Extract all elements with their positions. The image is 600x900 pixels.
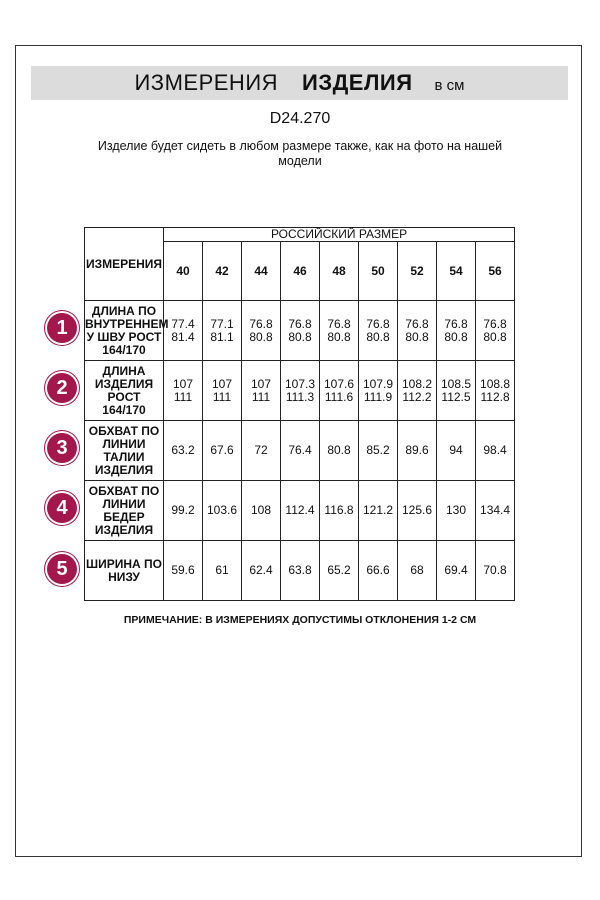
size-48: 48 bbox=[320, 242, 359, 301]
value-cell bbox=[203, 361, 242, 421]
value: 108.5 bbox=[440, 376, 472, 391]
value-cell bbox=[476, 421, 515, 481]
value: 111 bbox=[173, 389, 193, 404]
value-cell bbox=[164, 361, 203, 421]
value: 68 bbox=[410, 563, 424, 577]
row-number-badge: 4 bbox=[47, 493, 77, 523]
value-cell bbox=[242, 481, 281, 541]
value: 76.8 bbox=[444, 316, 468, 331]
value-cell bbox=[320, 541, 359, 601]
value-cell bbox=[320, 361, 359, 421]
value: 134.4 bbox=[480, 503, 511, 517]
value: 112.8 bbox=[480, 389, 510, 404]
value: 89.6 bbox=[405, 443, 429, 457]
value-cell bbox=[203, 541, 242, 601]
value-cell bbox=[242, 541, 281, 601]
value-cell bbox=[164, 481, 203, 541]
value: 107.3 bbox=[284, 376, 316, 391]
value-cell bbox=[242, 421, 281, 481]
value: 80.8 bbox=[249, 329, 273, 344]
value: 72 bbox=[254, 443, 268, 457]
value-cell bbox=[242, 301, 281, 361]
value-cell bbox=[203, 421, 242, 481]
size-50: 50 bbox=[359, 242, 398, 301]
row-number-badge: 1 bbox=[47, 313, 77, 343]
value-cell bbox=[437, 481, 476, 541]
value-cell bbox=[359, 541, 398, 601]
row-number-badge: 5 bbox=[47, 554, 77, 584]
value: 111.9 bbox=[363, 389, 393, 404]
value: 61 bbox=[215, 563, 229, 577]
value-cell bbox=[281, 541, 320, 601]
measurements-header: ИЗМЕРЕНИЯ bbox=[85, 228, 164, 301]
value: 69.4 bbox=[444, 563, 468, 577]
value: 76.8 bbox=[288, 316, 312, 331]
value: 98.4 bbox=[483, 443, 507, 457]
value: 81.4 bbox=[171, 329, 195, 344]
value: 107.9 bbox=[362, 376, 394, 391]
value-cell bbox=[281, 481, 320, 541]
table-row bbox=[85, 301, 515, 361]
value: 70.8 bbox=[483, 563, 507, 577]
size-46: 46 bbox=[281, 242, 320, 301]
value-cell bbox=[437, 361, 476, 421]
size-44: 44 bbox=[242, 242, 281, 301]
value: 111.3 bbox=[285, 389, 315, 404]
value: 66.6 bbox=[366, 563, 390, 577]
title-part1: ИЗМЕРЕНИЯ bbox=[134, 70, 279, 95]
title-unit: в см bbox=[434, 77, 465, 94]
row-number-badge: 3 bbox=[47, 433, 77, 463]
value: 63.2 bbox=[171, 443, 195, 457]
value: 76.4 bbox=[288, 443, 312, 457]
value: 107 bbox=[211, 376, 233, 391]
value-cell bbox=[398, 481, 437, 541]
value-cell bbox=[164, 301, 203, 361]
value: 76.8 bbox=[249, 316, 273, 331]
table-row bbox=[85, 361, 515, 421]
size-56: 56 bbox=[476, 242, 515, 301]
size-table bbox=[84, 227, 515, 601]
row-number-badge: 2 bbox=[47, 373, 77, 403]
value-cell bbox=[437, 421, 476, 481]
value: 59.6 bbox=[171, 563, 195, 577]
value: 112.5 bbox=[441, 389, 471, 404]
value-cell bbox=[437, 301, 476, 361]
value: 77.4 bbox=[171, 316, 195, 331]
value-cell bbox=[398, 421, 437, 481]
value: 125.6 bbox=[401, 503, 433, 517]
value-cell bbox=[320, 301, 359, 361]
row-label: ДЛИНА ПО ВНУТРЕННЕМ У ШВУ РОСТ 164/170 bbox=[85, 301, 164, 361]
value: 103.6 bbox=[206, 503, 238, 517]
value: 80.8 bbox=[327, 329, 351, 344]
value-cell bbox=[281, 421, 320, 481]
value: 107 bbox=[250, 376, 272, 391]
size-52: 52 bbox=[398, 242, 437, 301]
row-label: ОБХВАТ ПО ЛИНИИ БЕДЕР ИЗДЕЛИЯ bbox=[85, 481, 164, 541]
value: 80.8 bbox=[288, 329, 312, 344]
value: 76.8 bbox=[483, 316, 507, 331]
value: 65.2 bbox=[327, 563, 351, 577]
value-cell bbox=[359, 361, 398, 421]
value-cell bbox=[164, 541, 203, 601]
value: 116.8 bbox=[324, 503, 354, 517]
size-54: 54 bbox=[437, 242, 476, 301]
value: 130 bbox=[445, 503, 467, 517]
value: 94 bbox=[449, 443, 463, 457]
value: 76.8 bbox=[327, 316, 351, 331]
value-cell bbox=[359, 301, 398, 361]
value-cell bbox=[476, 541, 515, 601]
value: 80.8 bbox=[405, 329, 429, 344]
value: 107 bbox=[172, 376, 194, 391]
value-cell bbox=[281, 361, 320, 421]
value: 111.6 bbox=[324, 389, 354, 404]
value-cell bbox=[242, 361, 281, 421]
value: 111 bbox=[212, 389, 232, 404]
value-cell bbox=[359, 421, 398, 481]
value-cell bbox=[476, 361, 515, 421]
value-cell bbox=[281, 301, 320, 361]
value-cell bbox=[203, 301, 242, 361]
table-row bbox=[85, 541, 515, 601]
title-part2: ИЗДЕЛИЯ bbox=[302, 70, 413, 95]
value: 81.1 bbox=[210, 329, 234, 344]
value: 108.8 bbox=[480, 376, 511, 391]
value: 99.2 bbox=[171, 503, 195, 517]
value: 62.4 bbox=[249, 563, 273, 577]
value: 76.8 bbox=[366, 316, 390, 331]
value: 108 bbox=[250, 503, 272, 517]
value-cell bbox=[320, 481, 359, 541]
size-42: 42 bbox=[203, 242, 242, 301]
value: 67.6 bbox=[210, 443, 234, 457]
value: 76.8 bbox=[405, 316, 429, 331]
value-cell bbox=[476, 301, 515, 361]
value-cell bbox=[398, 301, 437, 361]
value: 80.8 bbox=[444, 329, 468, 344]
value-cell bbox=[476, 481, 515, 541]
table-row bbox=[85, 421, 515, 481]
note: ПРИМЕЧАНИЕ: В ИЗМЕРЕНИЯХ ДОПУСТИМЫ ОТКЛОНЕНИЯ 1-2 СМ bbox=[123, 614, 477, 626]
size-header: РОССИЙСКИЙ РАЗМЕР bbox=[164, 228, 515, 242]
value: 112.2 bbox=[402, 389, 432, 404]
value: 77.1 bbox=[210, 316, 234, 331]
row-label: ШИРИНА ПО НИЗУ bbox=[85, 541, 164, 601]
value-cell bbox=[398, 361, 437, 421]
value-cell bbox=[320, 421, 359, 481]
row-label: ОБХВАТ ПО ЛИНИИ ТАЛИИ ИЗДЕЛИЯ bbox=[85, 421, 164, 481]
value: 121.2 bbox=[362, 503, 394, 517]
value: 63.8 bbox=[288, 563, 312, 577]
value: 80.8 bbox=[327, 443, 351, 457]
value: 85.2 bbox=[366, 443, 390, 457]
value: 80.8 bbox=[483, 329, 507, 344]
value: 111 bbox=[251, 389, 271, 404]
value: 112.4 bbox=[285, 503, 315, 517]
value-cell bbox=[203, 481, 242, 541]
value: 108.2 bbox=[401, 376, 433, 391]
value-cell bbox=[398, 541, 437, 601]
size-40: 40 bbox=[164, 242, 203, 301]
product-code: D24.270 bbox=[269, 110, 331, 127]
title-bar bbox=[31, 66, 568, 100]
row-label: ДЛИНА ИЗДЕЛИЯ РОСТ 164/170 bbox=[85, 361, 164, 421]
value-cell bbox=[359, 481, 398, 541]
value: 107.6 bbox=[323, 376, 355, 391]
subtitle: Изделие будет сидеть в любом размере также, как на фото на нашей модели bbox=[97, 139, 503, 168]
value-cell bbox=[164, 421, 203, 481]
table-row bbox=[85, 481, 515, 541]
value: 80.8 bbox=[366, 329, 390, 344]
value-cell bbox=[437, 541, 476, 601]
